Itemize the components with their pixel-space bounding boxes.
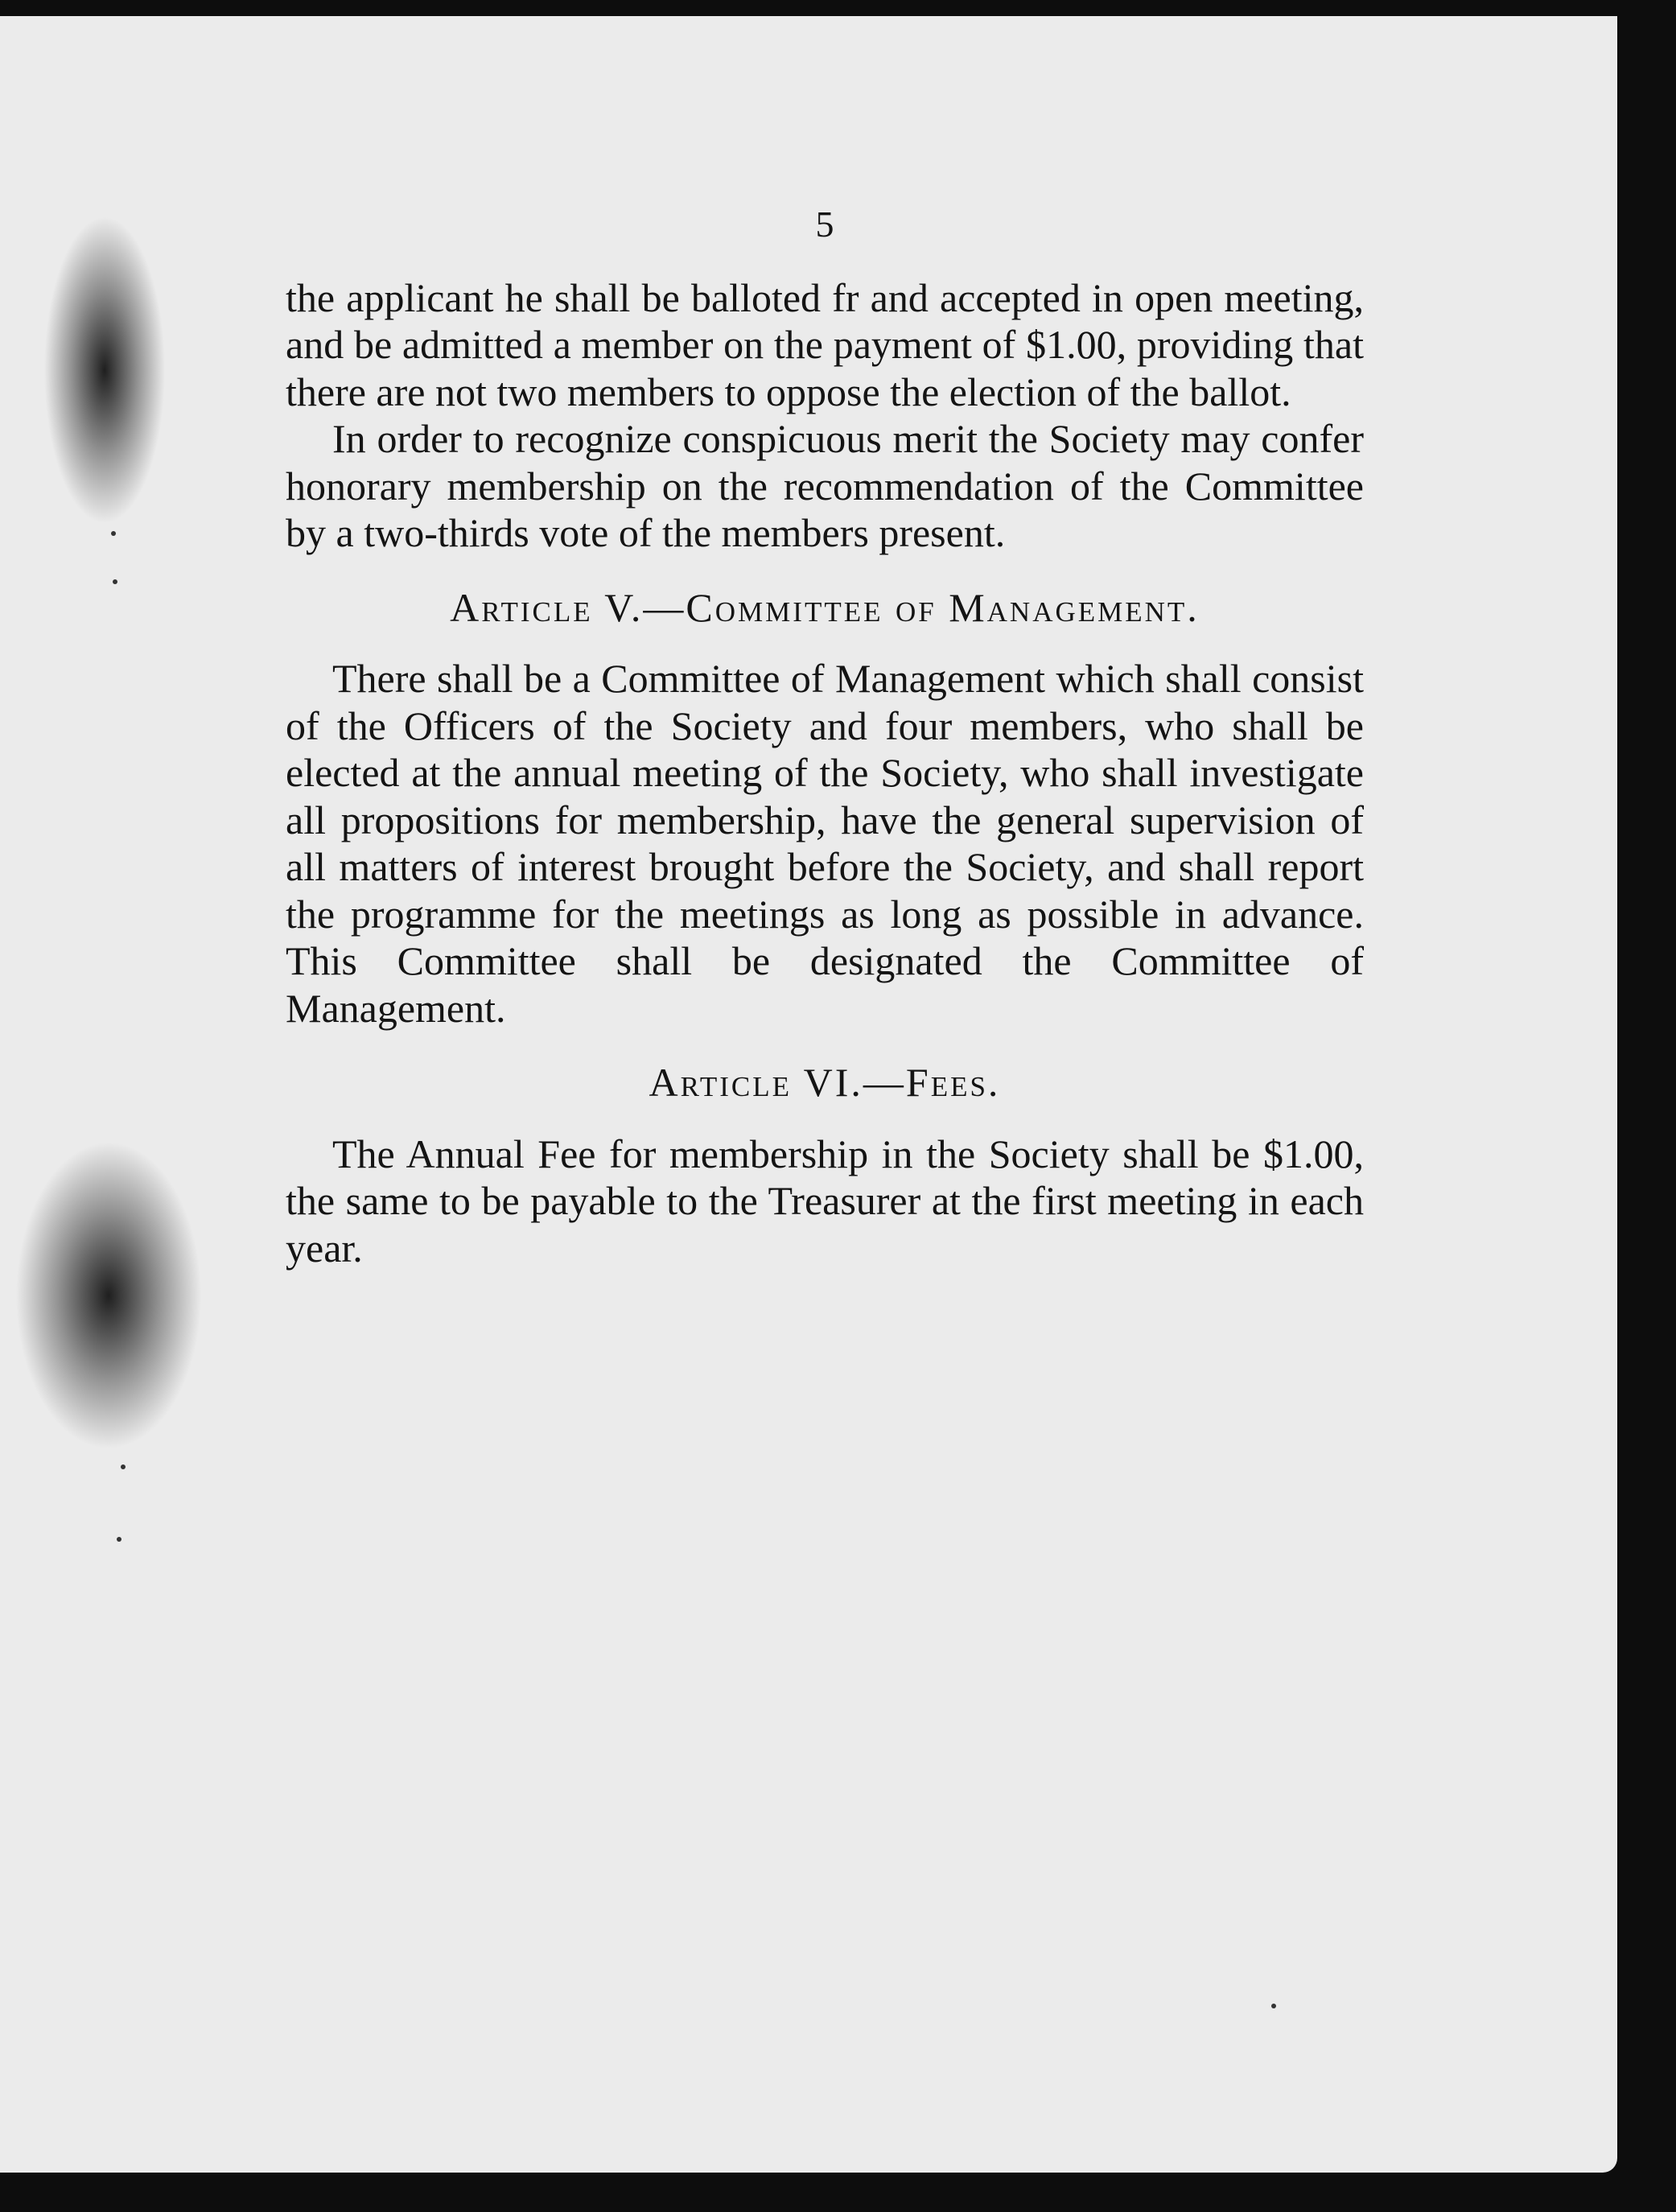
ink-blot-lower: [16, 1143, 201, 1448]
speck: [121, 1464, 126, 1469]
speck: [117, 1537, 121, 1542]
paragraph-committee: There shall be a Committee of Management which shall consist of the Officers of the Society and four members, who shall be elected at the annual meeting of the Society, who shall investigate all propositions for membership, have the general supervision of all matters of interest brought before the Society, and shall report the programme for the meetings as long as possible in advance. This Committee shall be designated the Committee of Management.: [286, 656, 1364, 1031]
ink-blot-upper: [44, 217, 165, 523]
paragraph-fees: The Annual Fee for membership in the Society shall be $1.00, the same to be payable to the Treasurer at the first meeting in each year.: [286, 1131, 1364, 1271]
speck: [1271, 2004, 1276, 2008]
page-text: [286, 201, 1364, 1271]
heading-article-v: Article V.—Committee of Management.: [450, 584, 1200, 630]
paragraph-continuation: the applicant he shall be balloted fr and accepted in open meeting, and be admitted a member on the payment of $1.00, providing that there are not two members to oppose the election of the ballot.: [286, 274, 1364, 414]
paragraph-honorary-membership: In order to recognize conspicuous merit the Society may confer honorary membership on the recommendation of the Committee by a two-thirds vote of the members present.: [286, 416, 1364, 555]
speck: [111, 531, 116, 536]
heading-article-vi: Article VI.—Fees.: [649, 1060, 1001, 1105]
document-page: [0, 16, 1617, 2173]
page-number: 5: [815, 204, 834, 245]
speck: [113, 579, 117, 584]
